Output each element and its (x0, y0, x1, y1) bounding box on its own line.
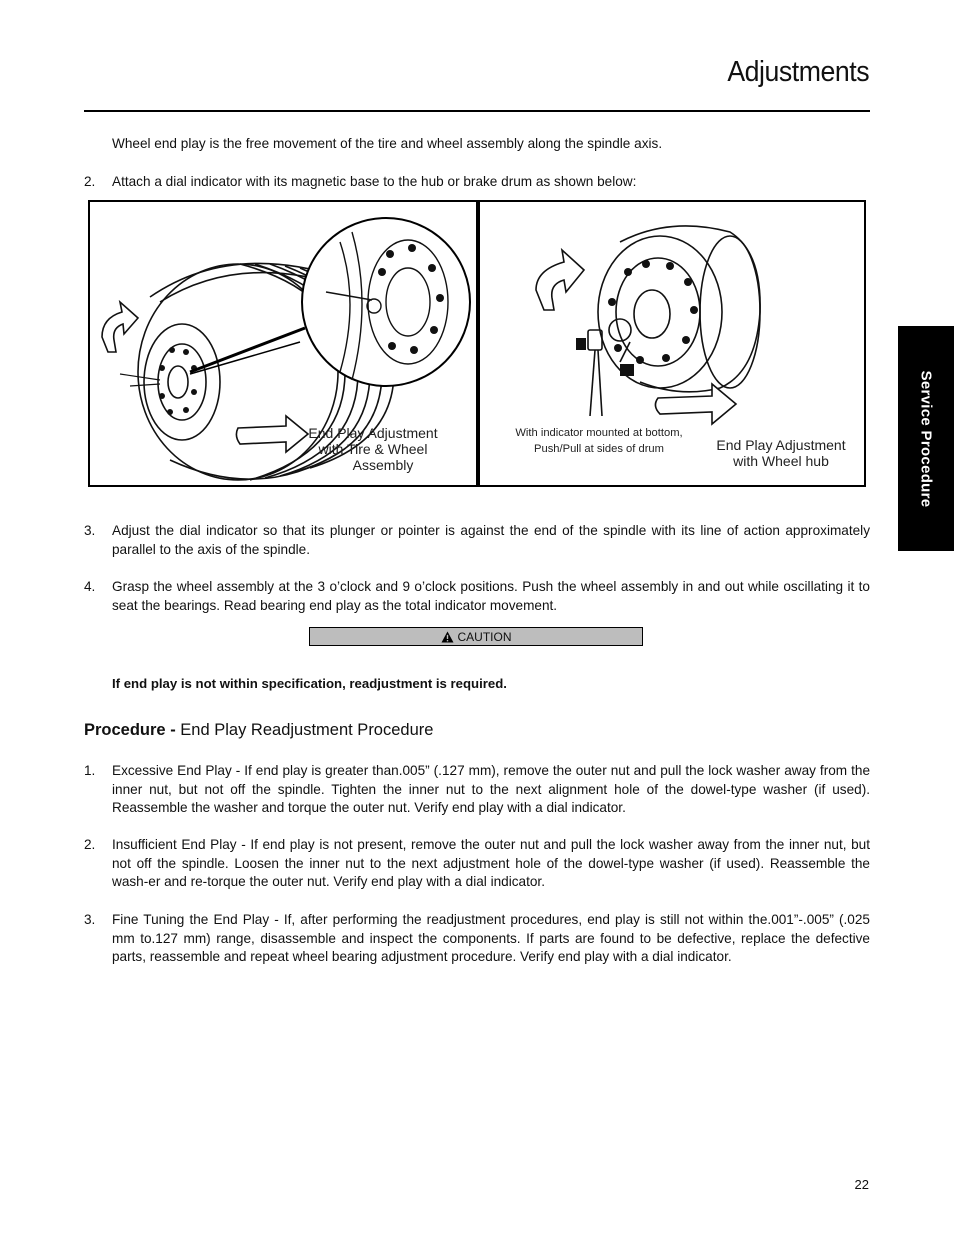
procedure-heading (84, 721, 433, 740)
section-tab-label: Service Procedure (917, 370, 935, 507)
procedure-step-number: 3. (84, 912, 96, 927)
figure-right-caption-line: End Play Adjustment (716, 437, 846, 453)
section-tab (898, 326, 954, 551)
figure-right-note-line: Push/Pull at sides of drum (534, 443, 664, 455)
figure-right-caption-line: with Wheel hub (733, 453, 829, 469)
page-title: Adjustments (727, 56, 869, 88)
procedure-step-text: Fine Tuning the End Play - If, after performing the readjustment procedures, end play is still not within the.001”-.005” (.025 mm to.127 mm) range, disassemble and inspect the components. If parts are found to be defective, replace the defective parts, reassemble and repeat wheel bearing adjustment procedure. Verify end play with a dial indicator. (112, 912, 870, 964)
procedure-title: End Play Readjustment Procedure (180, 721, 434, 739)
caution-banner (309, 627, 643, 646)
procedure-step-number: 1. (84, 763, 96, 778)
step-text: Adjust the dial indicator so that its plunger or pointer is against the end of the spindle with its line of action approximately parallel to the axis of the spindle. (112, 523, 870, 557)
step-number: 3. (84, 523, 96, 538)
procedure-step-text: Excessive End Play - If end play is greater than.005” (.127 mm), remove the outer nut and pull the lock washer away from the inner nut, but not off the spindle. Tighten the inner nut to the next alignment hole of the dowel-type washer (if used). Reassemble the washer and torque the outer nut. Verify end play with a dial indicator. (112, 763, 870, 815)
figure-left-caption-line: with Tire & Wheel (318, 441, 428, 457)
end-play-figure (88, 200, 866, 491)
figure-right-note-line: With indicator mounted at bottom, (515, 427, 683, 439)
procedure-step-text: Insufficient End Play - If end play is not present, remove the outer nut and pull the lock washer away from the inner nut, but not off the spindle. Loosen the inner nut to the next adjustment hole of the dowel-type washer (if used). Reassemble the wash-er and re-torque the outer nut. Verify end play with a dial indicator. (112, 837, 870, 889)
procedure-label: Procedure - (84, 721, 176, 739)
intro-paragraph: Wheel end play is the free movement of the tire and wheel assembly along the spindle axis. (112, 136, 663, 151)
step-number: 2. (84, 174, 96, 189)
page-number: 22 (854, 1177, 869, 1192)
warning-triangle-icon (441, 631, 454, 643)
figure-panel-hub (477, 200, 866, 487)
figure-left-caption-line: End Play Adjustment (308, 425, 438, 441)
title-rule (84, 110, 870, 112)
caution-label: CAUTION (457, 629, 512, 644)
procedure-step-number: 2. (84, 837, 96, 852)
step-text: Grasp the wheel assembly at the 3 o’clock and 9 o’clock positions. Push the wheel assembly in and out while oscillating it to seat the bearings. Read bearing end play as the total indicator movement. (112, 579, 870, 613)
step-text: Attach a dial indicator with its magnetic base to the hub or brake drum as shown below: (112, 174, 637, 189)
figure-panel-tire (88, 200, 478, 487)
caution-note: If end play is not within specification, readjustment is required. (112, 676, 507, 691)
figure-left-caption-line: Assembly (352, 457, 414, 473)
step-number: 4. (84, 579, 96, 594)
